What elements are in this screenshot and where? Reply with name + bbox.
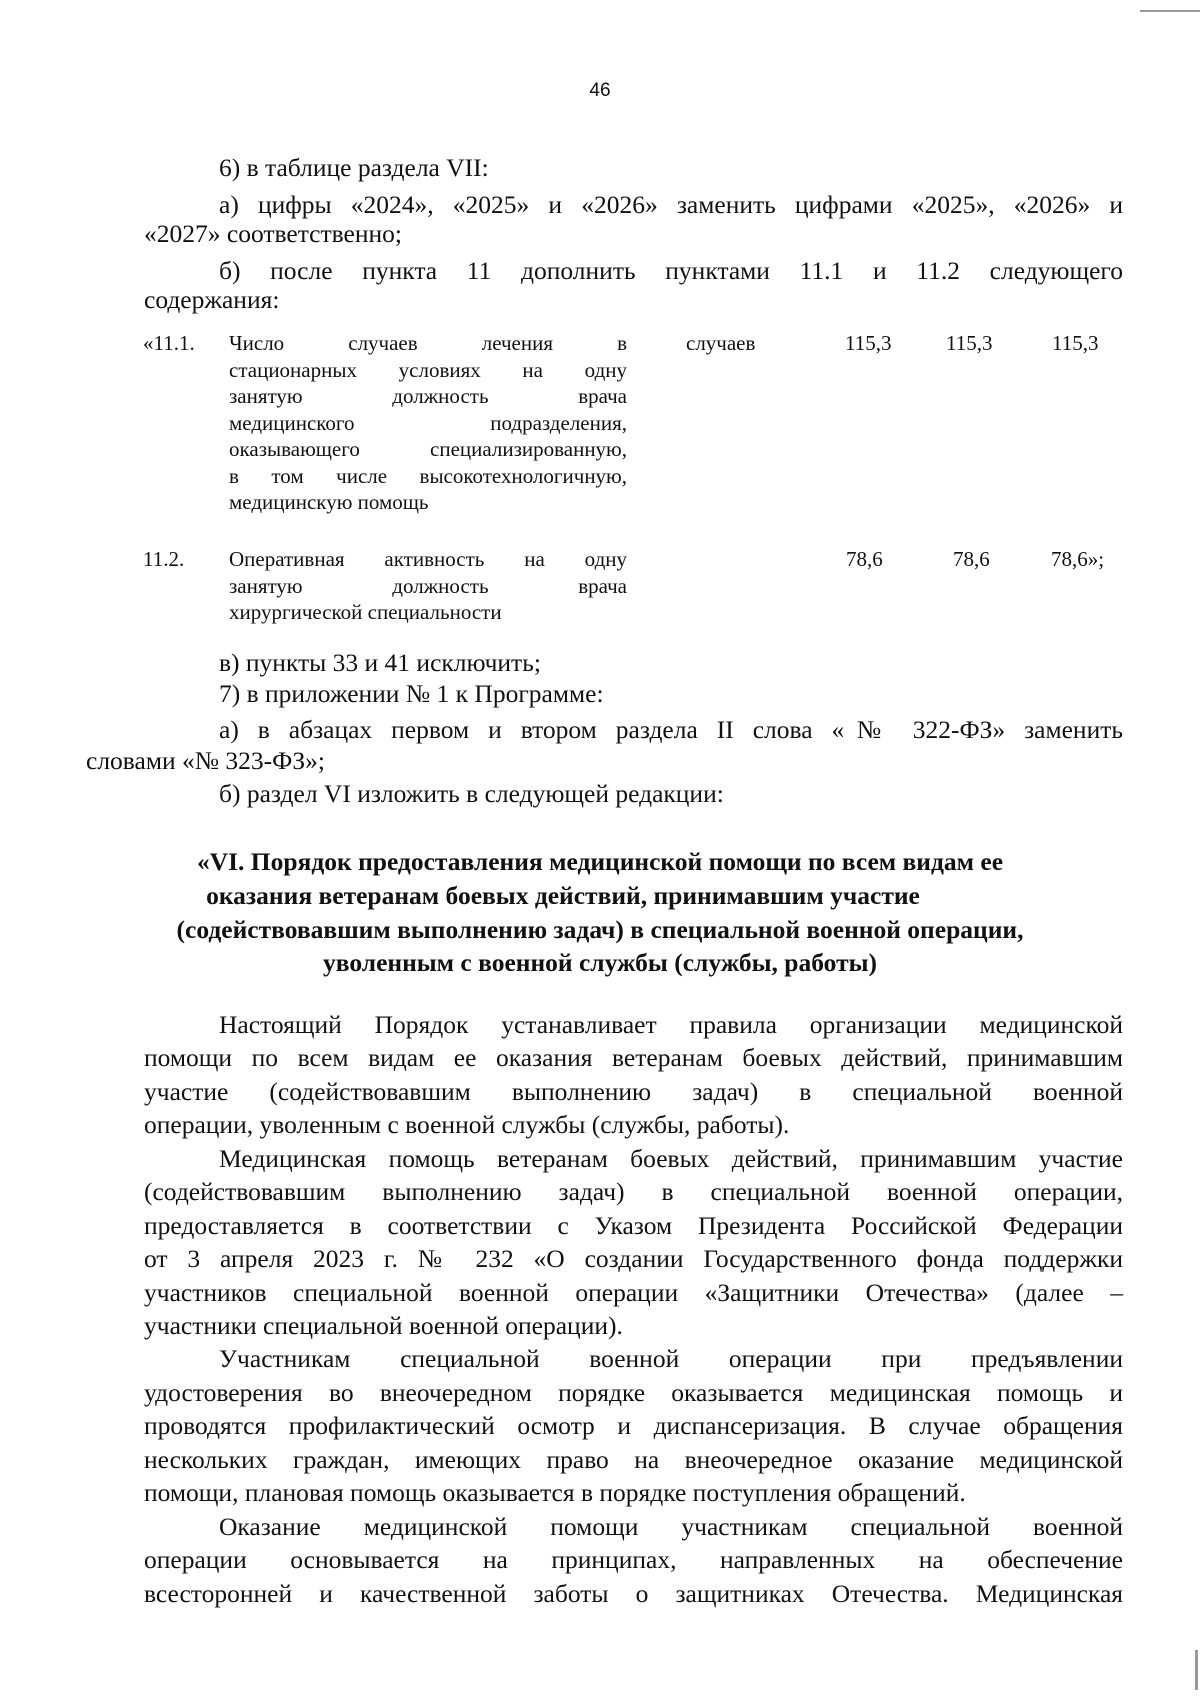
scan-edge-mark	[1195, 1650, 1198, 1690]
amend-line: б) раздел VI изложить в следующей редакции:	[219, 779, 724, 808]
intro-line: а) цифры «2024», «2025» и «2026» заменить цифрами «2025», «2026» и	[219, 190, 1123, 219]
row-value-2027: 78,6»;	[1051, 547, 1105, 571]
row-value-2026: 115,3	[946, 331, 993, 355]
row-unit: случаев	[686, 331, 756, 355]
amend-line: словами «№ 323-ФЗ»;	[86, 746, 325, 775]
row-description: Оперативная активность на одну занятую должность врача хирургической специальности	[229, 547, 627, 624]
intro-line: 6) в таблице раздела VII:	[219, 153, 489, 182]
intro-line: б) после пункта 11 дополнить пунктами 11.1 и 11.2 следующего	[219, 256, 1123, 285]
scan-edge-mark	[1140, 10, 1200, 12]
intro-line: «2027» соответственно;	[144, 219, 402, 248]
row-value-2026: 78,6	[953, 547, 990, 571]
row-number: 11.2.	[143, 547, 185, 571]
page-number: 46	[589, 80, 611, 101]
amend-line: в) пункты 33 и 41 исключить;	[219, 648, 541, 677]
row-value-2027: 115,3	[1052, 331, 1099, 355]
row-value-2025: 78,6	[846, 547, 883, 571]
intro-line: содержания:	[144, 285, 280, 314]
amend-line: 7) в приложении № 1 к Программе:	[219, 679, 604, 708]
row-description: Число случаев лечения в стационарных условиях на одну занятую должность врача медицинского подразделения, оказывающего специализированную, в том числе высокотехнологичную, медицинскую помощь	[229, 331, 627, 514]
row-value-2025: 115,3	[845, 331, 892, 355]
row-number: «11.1.	[143, 331, 195, 355]
amend-line: а) в абзацах первом и втором раздела II слова «№ 322-ФЗ» заменить	[219, 715, 1123, 744]
